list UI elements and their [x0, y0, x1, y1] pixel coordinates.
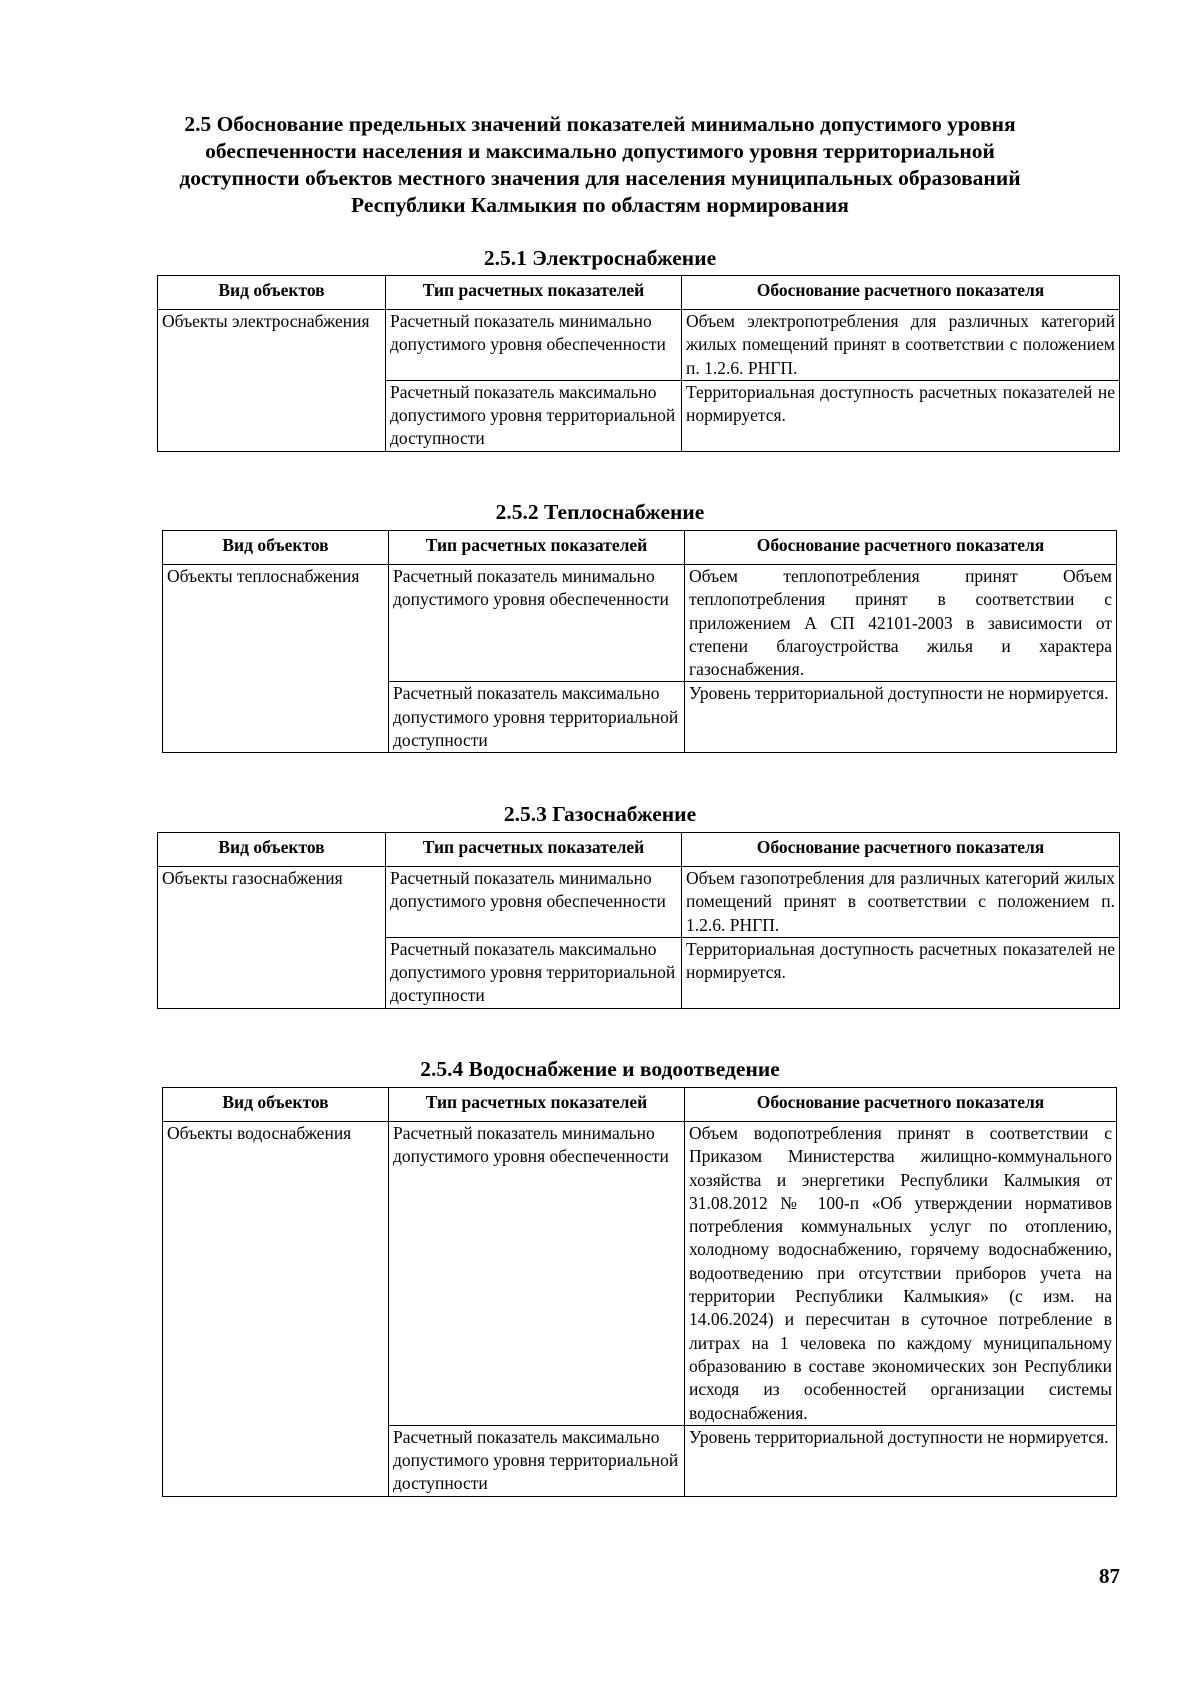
- table-row: [158, 867, 1120, 938]
- justification-cell: Объем водопотребления принят в соответствии с Приказом Министерства жилищно-коммунального хозяйства и энергетики Республики Калмыкия от 31.08.2012 № 100-п «Об утверждении нормативов потребления коммунальных услуг по отоплению, холодному водоснабжению, горячему водоснабжению, водоотведению при отсутствии приборов учета на территории Республики Калмыкия» (с изм. на 14.06.2024) и пересчитан в суточное потребление в литрах на 1 человека по каждому муниципальному образованию в составе экономических зон Республики исходя из особенностей организации системы водоснабжения.: [685, 1122, 1117, 1426]
- table-header-row: [163, 531, 1117, 565]
- table-heating: [162, 530, 1117, 753]
- header-justification: Обоснование расчетного показателя: [682, 276, 1120, 310]
- header-justification: Обоснование расчетного показателя: [685, 1088, 1117, 1122]
- justification-cell: Территориальная доступность расчетных показателей не нормируется.: [682, 380, 1120, 451]
- section-title-electricity: 2.5.1 Электроснабжение: [483, 246, 717, 270]
- header-indicator-type: Тип расчетных показателей: [389, 531, 685, 565]
- section-title-water: 2.5.4 Водоснабжение и водоотведение: [420, 1057, 780, 1081]
- header-object-type: Вид объектов: [163, 531, 389, 565]
- justification-cell: Объем газопотребления для различных категорий жилых помещений принят в соответствии с положением п. 1.2.6. РНГП.: [682, 867, 1120, 938]
- indicator-cell: Расчетный показатель минимально допустимого уровня обеспеченности: [389, 1122, 685, 1426]
- header-object-type: Вид объектов: [158, 833, 386, 867]
- section-title-heating: 2.5.2 Теплоснабжение: [495, 500, 705, 524]
- table-header-row: [158, 276, 1120, 310]
- header-indicator-type: Тип расчетных показателей: [386, 276, 682, 310]
- indicator-cell: Расчетный показатель максимально допустимого уровня территориальной доступности: [389, 682, 685, 753]
- table-gas: [157, 832, 1120, 1009]
- table-water: [162, 1087, 1117, 1497]
- indicator-cell: Расчетный показатель минимально допустимого уровня обеспеченности: [386, 310, 682, 381]
- header-justification: Обоснование расчетного показателя: [685, 531, 1117, 565]
- indicator-cell: Расчетный показатель минимально допустимого уровня обеспеченности: [386, 867, 682, 938]
- header-indicator-type: Тип расчетных показателей: [386, 833, 682, 867]
- page-number: 87: [1099, 1564, 1120, 1588]
- section-title-gas: 2.5.3 Газоснабжение: [503, 802, 697, 826]
- table-row: [163, 565, 1117, 682]
- main-heading: 2.5 Обоснование предельных значений показателей минимально допустимого уровня обеспеченности населения и максимально допустимого уровня территориальной доступности объектов местного значения для населения муниципальных образований Республики Калмыкия по областям нормирования: [179, 112, 1021, 217]
- table-row: [163, 1122, 1117, 1426]
- justification-cell: Уровень территориальной доступности не нормируется.: [685, 682, 1117, 753]
- table-electricity: [157, 275, 1120, 452]
- table-header-row: [163, 1088, 1117, 1122]
- justification-cell: Территориальная доступность расчетных показателей не нормируется.: [682, 937, 1120, 1008]
- table-header-row: [158, 833, 1120, 867]
- indicator-cell: Расчетный показатель максимально допустимого уровня территориальной доступности: [386, 380, 682, 451]
- indicator-cell: Расчетный показатель максимально допустимого уровня территориальной доступности: [389, 1425, 685, 1496]
- object-cell: Объекты газоснабжения: [158, 867, 386, 1009]
- object-cell: Объекты водоснабжения: [163, 1122, 389, 1497]
- object-cell: Объекты теплоснабжения: [163, 565, 389, 753]
- justification-cell: Объем теплопотребления принят Объем теплопотребления принят в соответствии с приложением А СП 42101-2003 в зависимости от степени благоустройства жилья и характера газоснабжения.: [685, 565, 1117, 682]
- header-indicator-type: Тип расчетных показателей: [389, 1088, 685, 1122]
- indicator-cell: Расчетный показатель минимально допустимого уровня обеспеченности: [389, 565, 685, 682]
- header-object-type: Вид объектов: [158, 276, 386, 310]
- justification-cell: Объем электропотребления для различных категорий жилых помещений принят в соответствии с положением п. 1.2.6. РНГП.: [682, 310, 1120, 381]
- table-row: [158, 310, 1120, 381]
- justification-cell: Уровень территориальной доступности не нормируется.: [685, 1425, 1117, 1496]
- object-cell: Объекты электроснабжения: [158, 310, 386, 452]
- header-justification: Обоснование расчетного показателя: [682, 833, 1120, 867]
- indicator-cell: Расчетный показатель максимально допустимого уровня территориальной доступности: [386, 937, 682, 1008]
- header-object-type: Вид объектов: [163, 1088, 389, 1122]
